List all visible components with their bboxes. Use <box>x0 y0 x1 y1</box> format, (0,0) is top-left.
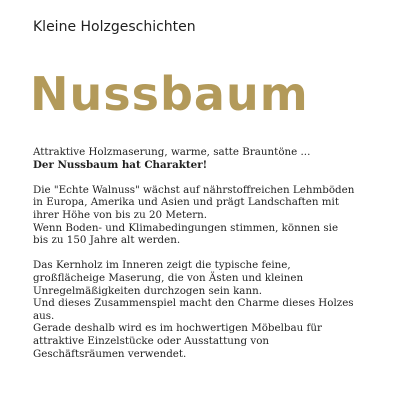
article-body <box>33 146 395 373</box>
paragraph-line: ihrer Höhe von bis zu 20 Metern. <box>33 208 208 221</box>
paragraph-line: aus. <box>33 309 55 322</box>
page-title: Nussbaum <box>30 67 309 121</box>
paragraph-line: bis zu 150 Jahre alt werden. <box>33 234 181 247</box>
paragraph-line: Unregelmäßigkeiten durchzogen sein kann. <box>33 284 262 297</box>
intro-tagline: Der Nussbaum hat Charakter! <box>33 158 208 171</box>
paragraph-line: Und dieses Zusammenspiel macht den Charme dieses Holzes <box>33 297 354 310</box>
paragraph-line: attraktive Einzelstücke oder Ausstattung von <box>33 334 270 347</box>
paragraph-line: Wenn Boden- und Klimabedingungen stimmen, können sie <box>33 221 339 234</box>
intro-line: Attraktive Holzmaserung, warme, satte Brauntöne ... <box>33 146 311 158</box>
paragraph-line: Geschäftsräumen verwendet. <box>33 347 187 360</box>
series-title: Kleine Holzgeschichten <box>33 19 196 35</box>
paragraph-origin <box>33 184 395 247</box>
paragraph-line: Gerade deshalb wird es im hochwertigen Möbelbau für <box>33 322 322 335</box>
paragraph-line: Das Kernholz im Inneren zeigt die typische feine, <box>33 259 291 272</box>
paragraph-line: in Europa, Amerika und Asien und prägt Landschaften mit <box>33 196 339 209</box>
paragraph-line: Die "Echte Walnuss" wächst auf nährstoffreichen Lehmböden <box>33 183 355 196</box>
paragraph-line: großflächeige Maserung, die von Ästen und kleinen <box>33 271 304 284</box>
intro-paragraph <box>33 146 395 171</box>
paragraph-heartwood <box>33 259 395 360</box>
